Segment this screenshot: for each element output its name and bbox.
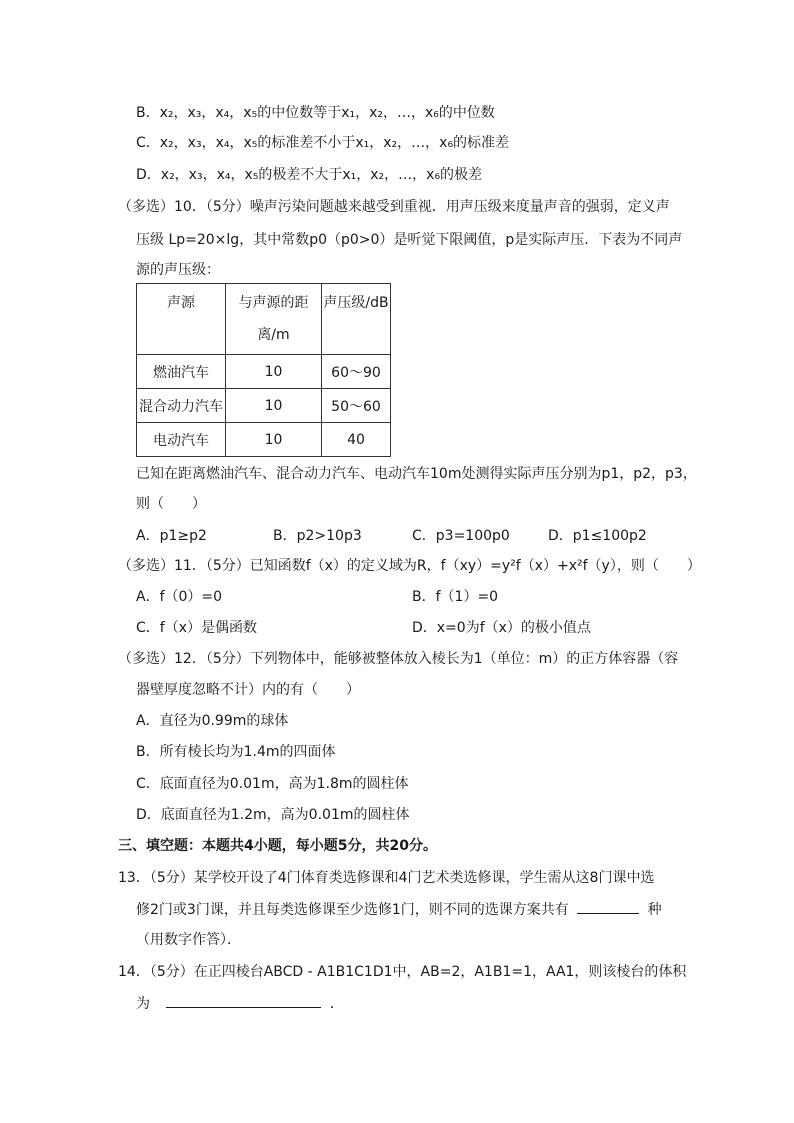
answer-blank[interactable]	[577, 899, 639, 914]
q13-text-before-blank: 修2门或3门课，并且每类选修课至少选修1门，则不同的选课方案共有	[136, 902, 569, 918]
table-header-cell: 与声源的距离/m	[226, 284, 322, 355]
answer-blank[interactable]	[166, 993, 321, 1008]
q11-option-b: B．f（1）=0	[412, 589, 499, 605]
table-header-cell: 声源	[137, 284, 226, 355]
table-row	[137, 423, 391, 457]
section-heading: 三、填空题：本题共4小题，每小题5分，共20分。	[118, 838, 437, 854]
q9-option-b: B．x₂，x₃，x₄，x₅的中位数等于x₁，x₂，…，x₆的中位数	[136, 105, 495, 121]
table-header-cell: 声压级/dB	[322, 284, 391, 355]
q14-stem-line1: 14．（5分）在正四棱台ABCD - A1B1C1D1中，AB=2，A1B1=1，AA1，则该棱台的体积	[118, 964, 687, 980]
q12-option-d: D．底面直径为1.2m，高为0.01m的圆柱体	[136, 807, 410, 823]
table-cell: 电动汽车	[137, 423, 226, 457]
q14-text-after-blank: ．	[329, 996, 344, 1012]
q10-stem-line4: 已知在距离燃油汽车、混合动力汽车、电动汽车10m处测得实际声压分别为p1，p2，p3，	[136, 466, 697, 482]
q10-option-b: B．p2>10p3	[273, 528, 362, 544]
table-row	[137, 389, 391, 423]
q12-option-c: C．底面直径为0.01m，高为1.8m的圆柱体	[136, 776, 409, 792]
q13-stem-line2	[136, 899, 662, 920]
table-cell: 10	[226, 423, 322, 457]
table-cell: 40	[322, 423, 391, 457]
q10-stem-line1: （多选）10．（5分）噪声污染问题越来越受到重视．用声压级来度量声音的强弱，定义声	[118, 199, 670, 215]
q10-option-d: D．p1≤100p2	[548, 528, 647, 544]
q12-stem-line1: （多选）12．（5分）下列物体中，能够被整体放入棱长为1（单位：m）的正方体容器（容	[118, 651, 679, 667]
sound-source-table	[136, 283, 391, 457]
q9-option-d: D．x₂，x₃，x₄，x₅的极差不大于x₁，x₂，…，x₆的极差	[136, 167, 483, 183]
q10-stem-line5: 则（ ）	[136, 496, 206, 512]
q12-option-b: B．所有棱长均为1.4m的四面体	[136, 744, 336, 760]
q10-stem-line3: 源的声压级：	[136, 262, 220, 278]
q13-stem-line1: 13．（5分）某学校开设了4门体育类选修课和4门艺术类选修课，学生需从这8门课中选	[118, 870, 655, 886]
table-cell: 10	[226, 355, 322, 389]
q11-stem: （多选）11．（5分）已知函数f（x）的定义域为R，f（xy）=y²f（x）+x²f（y），则（ ）	[118, 558, 701, 574]
table-header-row	[137, 284, 391, 355]
q11-option-c: C．f（x）是偶函数	[136, 620, 257, 636]
q14-text-before-blank: 为	[136, 996, 150, 1012]
q11-option-a: A．f（0）=0	[136, 589, 223, 605]
q10-stem-line2: 压级 Lp=20×lg，其中常数p0（p0>0）是听觉下限阈值，p是实际声压．下表为不同声	[136, 232, 683, 248]
q12-stem-line2: 器壁厚度忽略不计）内的有（ ）	[136, 682, 360, 698]
q11-option-d: D．x=0为f（x）的极小值点	[412, 620, 591, 636]
table-cell: 50～60	[322, 389, 391, 423]
table-cell: 60～90	[322, 355, 391, 389]
q12-option-a: A．直径为0.99m的球体	[136, 713, 289, 729]
table-cell: 混合动力汽车	[137, 389, 226, 423]
q9-option-c: C．x₂，x₃，x₄，x₅的标准差不小于x₁，x₂，…，x₆的标准差	[136, 135, 510, 151]
q13-stem-line3: （用数字作答）．	[136, 932, 241, 948]
q14-stem-line2	[136, 993, 344, 1014]
q10-option-c: C．p3=100p0	[412, 528, 510, 544]
q13-text-after-blank: 种	[647, 902, 662, 918]
table-cell: 燃油汽车	[137, 355, 226, 389]
table-cell: 10	[226, 389, 322, 423]
q10-option-a: A．p1≥p2	[136, 528, 207, 544]
table-row	[137, 355, 391, 389]
